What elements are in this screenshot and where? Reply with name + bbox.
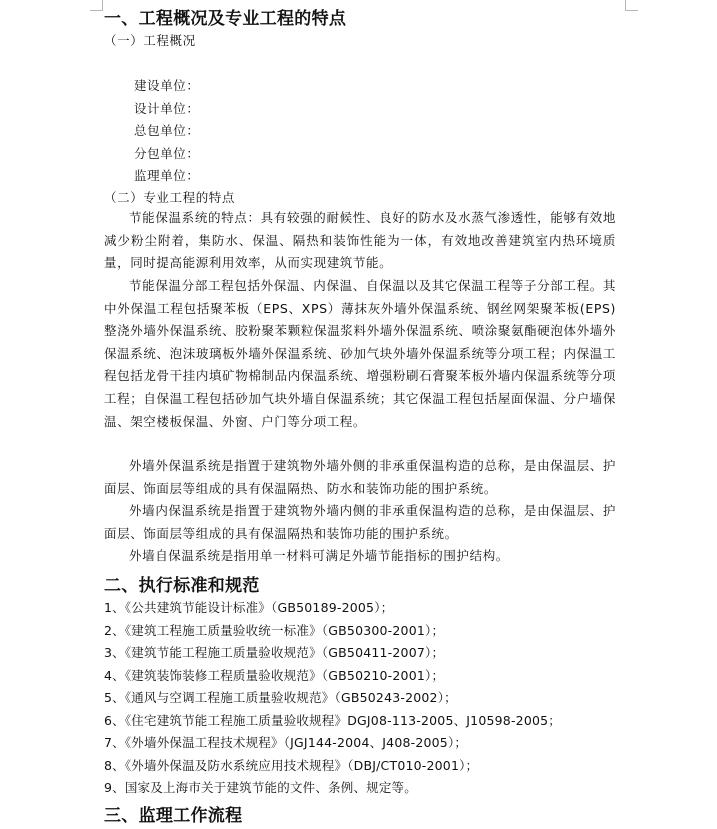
- paragraph-self-insulation: 外墙自保温系统是指用单一材料可满足外墙节能指标的围护结构。: [129, 548, 509, 563]
- page-margin-mark-left: [90, 0, 103, 11]
- paragraph-internal-insulation: 外墙内保温系统是指置于建筑物外墙内侧的非承重保温构造的总称，是由保温层、护面层、饰面层等组成的具有保温隔热和装饰功能的围护系统。: [104, 503, 616, 541]
- standard-item-8: 8、《外墙外保温及防水系统应用技术规程》（DBJ/CT010-2001）；: [104, 758, 479, 773]
- unit-label-general-contractor: 总包单位：: [134, 123, 200, 138]
- unit-label-supervisor: 监理单位：: [134, 168, 200, 183]
- unit-label-construction: 建设单位：: [134, 78, 200, 93]
- standard-item-6: 6、《住宅建筑节能工程施工质量验收规程》DGJ08-113-2005、J10598-2005；: [104, 713, 561, 728]
- standard-item-9: 9、国家及上海市关于建筑节能的文件、条例、规定等。: [104, 780, 417, 795]
- standard-item-4: 4、《建筑装饰装修工程质量验收规范》（GB50210-2001）；: [104, 668, 445, 683]
- standard-item-1: 1、《公共建筑节能设计标准》（GB50189-2005）；: [104, 600, 394, 615]
- standard-item-5: 5、《通风与空调工程施工质量验收规范》（GB50243-2002）；: [104, 690, 457, 705]
- paragraph-sub-works: 节能保温分部工程包括外保温、内保温、自保温以及其它保温工程等子分部工程。其中外保温工程包括聚苯板（EPS、XPS）薄抹灰外墙外保温系统、钢丝网架聚苯板(EPS)整浇外墙外保温系统、胶粉聚苯颗粒保温浆料外墙外保温系统、喷涂聚氨酯硬泡体外墙外保温系统、泡沫玻璃板外墙外保温系统、砂加气块外墙外保温系统等分项工程；内保温工程包括龙骨干挂内填矿物棉制品内保温系统、增强粉刷石膏聚苯板外墙内保温系统等分项工程；自保温工程包括砂加气块外墙自保温系统；其它保温工程包括屋面保温、分户墙保温、架空楼板保温、外窗、户门等分项工程。: [104, 278, 616, 429]
- section-heading-2: 二、执行标准和规范: [104, 576, 260, 596]
- standard-item-2: 2、《建筑工程施工质量验收统一标准》（GB50300-2001）；: [104, 623, 445, 638]
- unit-label-design: 设计单位：: [134, 101, 200, 116]
- subheading-project-overview: （一）工程概况: [104, 33, 196, 48]
- section-heading-1: 一、工程概况及专业工程的特点: [104, 9, 347, 29]
- unit-label-subcontractor: 分包单位：: [134, 146, 200, 161]
- section-heading-3: 三、监理工作流程: [104, 806, 243, 826]
- paragraph-external-insulation: 外墙外保温系统是指置于建筑物外墙外侧的非承重保温构造的总称，是由保温层、护面层、饰面层等组成的具有保温隔热、防水和装饰功能的围护系统。: [104, 458, 616, 496]
- page-margin-mark-right: [625, 0, 638, 11]
- subheading-special-features: （二）专业工程的特点: [104, 190, 236, 205]
- standard-item-3: 3、《建筑节能工程施工质量验收规范》（GB50411-2007）；: [104, 645, 445, 660]
- standard-item-7: 7、《外墙外保温工程技术规程》（JGJ144-2004、J408-2005）；: [104, 735, 468, 750]
- paragraph-system-features: 节能保温系统的特点：具有较强的耐候性、良好的防水及水蒸气渗透性，能够有效地减少粉尘附着，集防水、保温、隔热和装饰性能为一体，有效地改善建筑室内热环境质量，同时提高能源利用效率，从而实现建筑节能。: [104, 210, 616, 271]
